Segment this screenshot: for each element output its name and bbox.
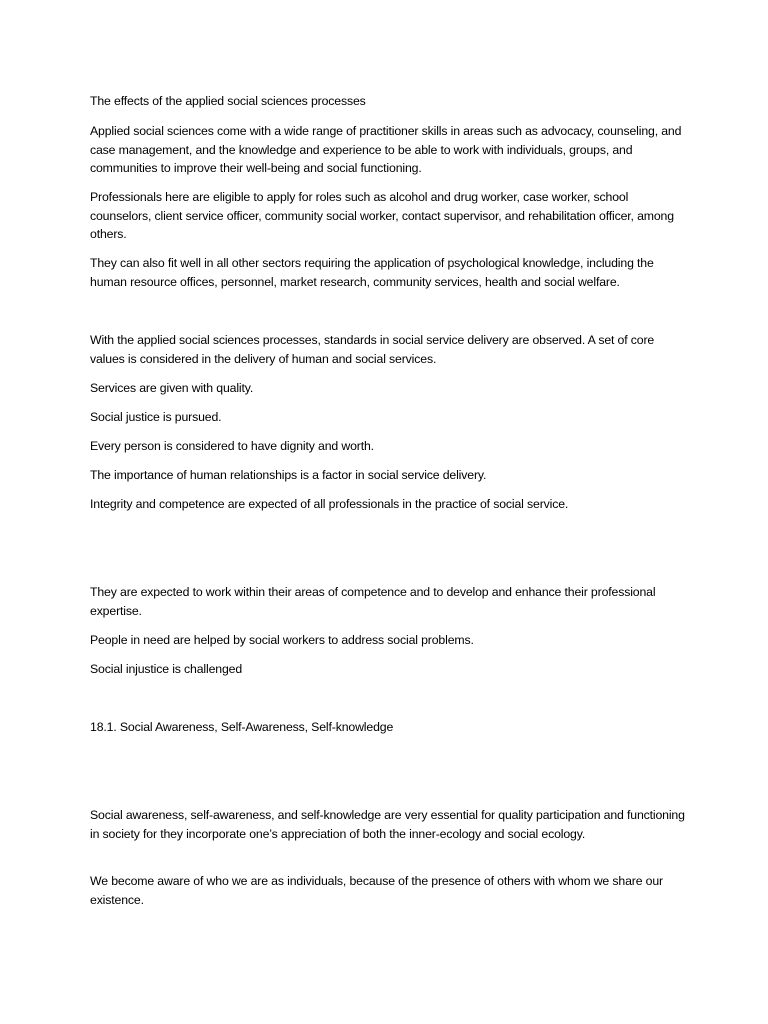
value-dignity: Every person is considered to have dignity and worth. [90, 439, 374, 453]
paragraph-people-in-need: People in need are helped by social workers to address social problems. [90, 633, 474, 647]
value-social-justice: Social justice is pursued. [90, 410, 222, 424]
value-quality: Services are given with quality. [90, 381, 254, 395]
document-page [90, 0, 690, 1024]
paragraph-standards: With the applied social sciences processes, standards in social service delivery are observed. A set of core values is considered in the delivery of human and social services. [90, 333, 655, 366]
paragraph-other-sectors: They can also fit well in all other sectors requiring the application of psychological knowledge, including the human resource offices, personnel, market research, community services, health and social welfare. [90, 256, 654, 289]
paragraph-professional-roles: Professionals here are eligible to apply for roles such as alcohol and drug worker, case worker, school counselors, client service officer, community social worker, contact supervisor, and rehabilitation officer, among others. [90, 190, 674, 242]
section-heading-effects: The effects of the applied social sciences processes [90, 94, 366, 108]
paragraph-practitioner-skills: Applied social sciences come with a wide range of practitioner skills in areas such as advocacy, counseling, and case management, and the knowledge and experience to be able to work with individuals, groups, and communities to improve their well-being and social functioning. [90, 124, 682, 176]
paragraph-social-injustice: Social injustice is challenged [90, 662, 243, 676]
value-relationships: The importance of human relationships is a factor in social service delivery. [90, 468, 487, 482]
paragraph-competence: They are expected to work within their areas of competence and to develop and enhance their professional expertise. [90, 585, 656, 618]
paragraph-become-aware: We become aware of who we are as individuals, because of the presence of others with whom we share our existence. [90, 874, 663, 907]
value-integrity: Integrity and competence are expected of all professionals in the practice of social service. [90, 497, 569, 511]
paragraph-awareness-essential: Social awareness, self-awareness, and self-knowledge are very essential for quality participation and functioning in society for they incorporate one’s appreciation of both the inner-ecology and social ecology. [90, 808, 685, 841]
section-heading-social-awareness: 18.1. Social Awareness, Self-Awareness, Self-knowledge [90, 720, 394, 734]
